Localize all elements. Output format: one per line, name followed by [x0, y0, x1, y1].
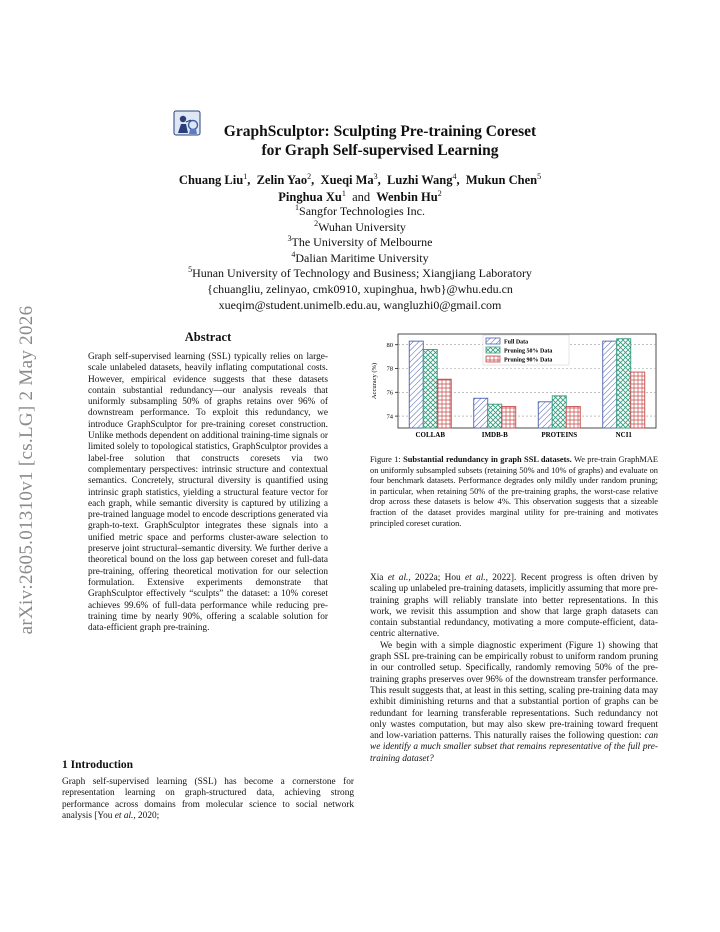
y-tick-label: 78	[386, 365, 393, 373]
bar	[617, 339, 631, 428]
abstract-text: Graph self-supervised learning (SSL) typically relies on large-scale unlabeled datasets, heavily inflating computational costs. However, empirical evidence suggests that these datasets contain substantial redundancy—our analysis reveals that uniformly subsampling 50% of graphs retains over 96% of downstream performance. To exploit this redundancy, we introduce GraphSculptor for pre-training coreset construction. Unlike methods dependent on additional training-time signals or limited solely to topological statistics, GraphSculptor provides a label-free solution that constructs coresets via two complementary perspectives: intrinsic structure and contextual semantics. Concretely, structural diversity is quantified using intrinsic graph statistics, yielding a structural feature vector for each graph, while semantic diversity is captured by utilizing a pre-trained language model to encode descriptions generated via graph-to-text. GraphSculptor integrates these signals into a unified metric space and performs cluster-aware selection to preserve joint structural–semantic diversity. We further derive a theoretical bound on the loss gap between coreset and full-data pre-training, offering theoretical motivation for our selection formulation. Extensive experiments demonstrate that GraphSculptor effectively “sculpts” the dataset: a 10% coreset achieves 99.6% of full-data performance while reducing pre-training time by nearly 90%, offering a scalable solution for data-efficient graph pre-training.	[88, 352, 328, 634]
bar	[538, 402, 552, 428]
email-line: xueqim@student.unimelb.edu.au, wangluzhi0@gmail.com	[218, 297, 502, 312]
author: Xueqi Ma	[320, 173, 374, 187]
bar	[502, 407, 516, 428]
right-column-text	[370, 573, 658, 765]
figure-1-bar-chart	[368, 330, 660, 446]
arxiv-stamp: arXiv:2605.01310v1 [cs.LG] 2 May 2026	[16, 305, 37, 635]
x-tick-label: NCI1	[615, 431, 632, 439]
abstract-heading: Abstract	[184, 330, 232, 344]
legend-swatch	[486, 347, 500, 353]
affiliation: $^3$The University of Melbourne	[287, 234, 433, 250]
x-tick-label: IMDB-B	[481, 431, 508, 439]
paper-title: GraphSculptor: Sculpting Pre-training Coreset for Graph Self-supervised Learning	[223, 123, 537, 159]
affiliations	[60, 204, 660, 313]
x-tick-label: COLLAB	[415, 431, 446, 439]
author: Chuang Liu	[178, 173, 244, 187]
section-heading: 1 Introduction	[62, 759, 134, 771]
affiliation: $^5$Hunan University of Technology and Business; Xiangjiang Laboratory	[188, 265, 532, 281]
bar	[603, 341, 617, 428]
legend-swatch	[486, 338, 500, 344]
legend-label: Pruning 90% Data	[504, 357, 553, 364]
paragraph: Xia et al., 2022a; Hou et al., 2022]. Recent progress is often driven by scaling up unlabeled pre-training datasets, implicitly assuming that more pre-training graphs will reliably translate into better representations. In this work, we revisit this assumption and show that large graph datasets can contain substantial redundancy, motivating a more compute-efficient, data-centric alternative.	[370, 573, 658, 640]
email-line: {chuangliu, zelinyao, cmk0910, xupinghua, hwb}@whu.edu.cn	[207, 281, 513, 296]
bar	[566, 407, 580, 428]
affiliation: $^1$Sangfor Technologies Inc.	[295, 203, 425, 218]
legend-label: Full Data	[504, 339, 529, 346]
bar	[552, 396, 566, 428]
x-tick-label: PROTEINS	[541, 431, 578, 439]
legend-label: Pruning 50% Data	[504, 348, 553, 355]
author: Luzhi Wang	[387, 173, 453, 187]
paragraph: We begin with a simple diagnostic experiment (Figure 1) showing that graph SSL pre-training can be empirically robust to uniform random pruning in our controlled setup. Specifically, randomly removing 50% of the pre-training graphs preserves over 96% of the downstream transfer performance. This result suggests that, at least in this setting, scaling pre-training data may exhibit diminishing returns and that a substantial portion of graphs can be redundant for learning transferable representations. Such redundancy not only wastes computation, but may also skew pre-training toward frequent and low-variation patterns. This naturally raises the following question: can we identify a much smaller subset that remains representative of the full pre-training dataset?	[370, 640, 658, 764]
legend-swatch	[486, 356, 500, 362]
bar	[423, 349, 437, 428]
y-tick-label: 76	[386, 389, 393, 397]
y-axis-label: Accuracy (%)	[371, 362, 378, 400]
affiliation: $^4$Dalian Maritime University	[291, 249, 429, 265]
author: Pinghua Xu	[278, 190, 342, 204]
affiliation: $^2$Wuhan University	[314, 218, 406, 234]
y-tick-label: 80	[386, 341, 393, 349]
bar	[488, 404, 502, 428]
bar	[437, 379, 451, 428]
figure-caption: Figure 1: Substantial redundancy in graph SSL datasets. We pre-train GraphMAE on uniformly subsampled subsets (retaining 50% and 10% of graphs) and evaluate on four benchmark datasets. Performance degrades only mildly under random pruning; in particular, when retaining 50% of the pre-training graphs, the worst-case relative drop across these datasets is below 4%. This observation suggests that a sizeable fraction of the dataset provides marginal utility for pre-training and motivates principled coreset curation.	[370, 455, 658, 528]
bar	[631, 372, 645, 428]
author-list: Chuang Liu$^1$, Zelin Yao$^2$, Xueqi Ma$^3$, Luzhi Wang$^4$, Mukun Chen$^5$ Pinghua Xu$^1$ and Wenbin Hu$^2$	[178, 171, 542, 204]
y-tick-label: 74	[386, 413, 393, 421]
intro-paragraph: Graph self-supervised learning (SSL) has become a cornerstone for representation learning on graph-structured data, achieving strong performance across domains from molecular science to social network analysis [You et al., 2020;	[62, 777, 354, 822]
bar	[474, 398, 488, 428]
author: Mukun Chen	[465, 173, 538, 187]
author: Zelin Yao	[256, 173, 308, 187]
author: Wenbin Hu	[376, 190, 438, 204]
bar	[409, 341, 423, 428]
